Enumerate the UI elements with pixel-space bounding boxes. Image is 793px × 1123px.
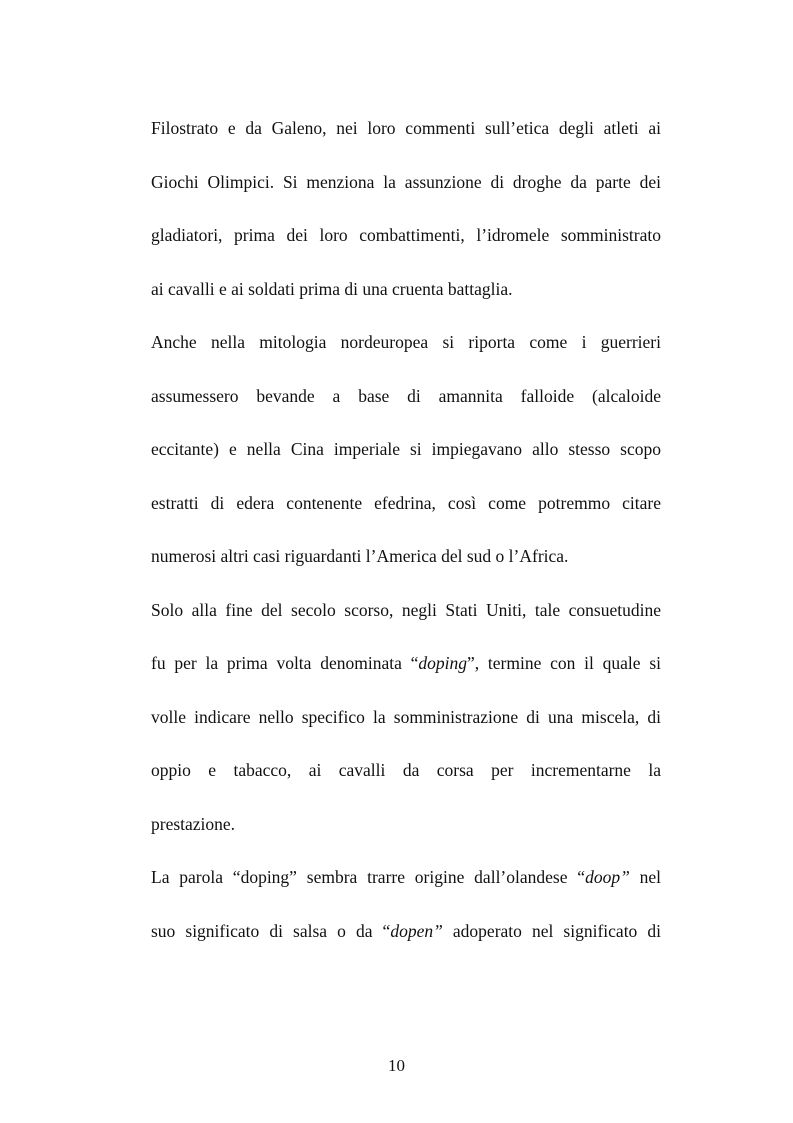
text-line — [151, 438, 661, 460]
text-line — [151, 171, 661, 193]
text-segment: nel — [629, 867, 661, 887]
text-line — [151, 385, 661, 407]
italic-term: dopen” — [390, 921, 443, 941]
text-line — [151, 759, 661, 781]
italic-term: doping — [418, 653, 467, 673]
text-segment: suo significato di salsa o da “ — [151, 921, 391, 941]
text-segment: Filostrato e da Galeno, nei loro commenti sull’etica degli atleti ai — [151, 118, 661, 138]
text-line — [151, 492, 661, 514]
text-segment: prestazione. — [151, 814, 236, 834]
text-line — [151, 706, 661, 728]
text-line — [151, 278, 661, 300]
text-segment: oppio e tabacco, ai cavalli da corsa per incrementarne la — [151, 760, 661, 780]
text-segment: assumessero bevande a base di amannita falloide (alcaloide — [151, 386, 661, 406]
italic-term: doop” — [585, 867, 630, 887]
text-line — [151, 813, 661, 835]
text-segment: gladiatori, prima dei loro combattimenti, l’idromele somministrato — [151, 225, 661, 245]
text-segment: fu per la prima volta denominata “ — [151, 653, 419, 673]
text-segment: eccitante) e nella Cina imperiale si impiegavano allo stesso scopo — [151, 439, 661, 459]
text-line — [151, 545, 661, 567]
text-line — [151, 599, 661, 621]
text-segment: Solo alla fine del secolo scorso, negli Stati Uniti, tale consuetudine — [151, 600, 661, 620]
text-segment: ”, termine con il quale si — [467, 653, 661, 673]
text-line — [151, 866, 661, 888]
text-line — [151, 331, 661, 353]
text-segment: ai cavalli e ai soldati prima di una cruenta battaglia. — [151, 279, 513, 299]
text-segment: numerosi altri casi riguardanti l’America del sud o l’Africa. — [151, 546, 569, 566]
text-segment: La parola “doping” sembra trarre origine dall’olandese “ — [151, 867, 586, 887]
text-segment: Giochi Olimpici. Si menziona la assunzione di droghe da parte dei — [151, 172, 661, 192]
text-segment: volle indicare nello specifico la somministrazione di una miscela, di — [151, 707, 661, 727]
text-segment: estratti di edera contenente efedrina, così come potremmo citare — [151, 493, 661, 513]
text-line — [151, 920, 661, 942]
page-number: 10 — [388, 1056, 405, 1075]
text-line — [151, 224, 661, 246]
text-line — [151, 652, 661, 674]
text-segment: adoperato nel significato di — [442, 921, 661, 941]
text-segment: Anche nella mitologia nordeuropea si riporta come i guerrieri — [151, 332, 661, 352]
text-line — [151, 117, 661, 139]
